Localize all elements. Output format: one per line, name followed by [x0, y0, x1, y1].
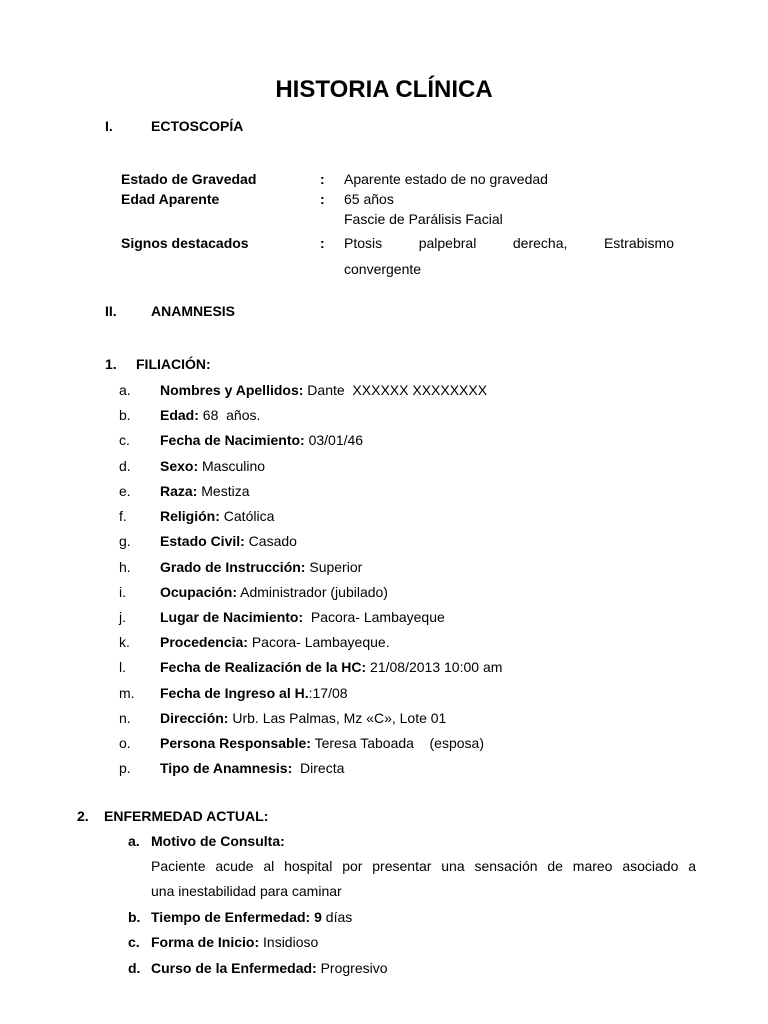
item-label: Ocupación: [160, 584, 238, 600]
list-item [160, 760, 344, 776]
word: hospital [284, 858, 333, 874]
item-value: Masculino [198, 458, 266, 474]
item-value: 03/01/46 [304, 432, 364, 448]
list-letter: f. [119, 508, 127, 524]
ecto-colon: : [320, 235, 325, 251]
item-label: Dirección: [160, 710, 229, 726]
ecto-value-edad: 65 años [344, 191, 394, 207]
motivo-text-cont: una inestabilidad para caminar [151, 883, 342, 899]
item-value: Católica [219, 508, 275, 524]
list-item [160, 659, 502, 675]
list-item [160, 533, 297, 549]
ecto-value-fascie: Fascie de Parálisis Facial [344, 211, 503, 227]
list-letter: o. [119, 735, 131, 751]
section-number: I. [105, 118, 113, 134]
item-value: Dante XXXXXX XXXXXXXX [303, 382, 488, 398]
item-value: Pacora- Lambayeque [303, 609, 445, 625]
list-letter: m. [119, 685, 135, 701]
word: mareo [572, 858, 613, 874]
word: acude [215, 858, 254, 874]
section-title-anamnesis: ANAMNESIS [151, 303, 236, 319]
item-label: Raza: [160, 483, 198, 499]
list-letter: g. [119, 533, 131, 549]
item-label: Estado Civil: [160, 533, 245, 549]
subsection-number: 2. [77, 808, 89, 824]
list-letter: d. [128, 960, 141, 976]
word: Paciente [151, 858, 206, 874]
item-label: Nombres y Apellidos: [160, 382, 304, 398]
list-item [160, 382, 487, 398]
item-value: días [321, 909, 353, 925]
item-label: Fecha de Nacimiento: [160, 432, 305, 448]
word: una [441, 858, 465, 874]
list-letter: b. [128, 909, 141, 925]
list-item [160, 483, 249, 499]
list-item [160, 735, 484, 751]
item-label: Curso de la Enfermedad: [151, 960, 317, 976]
list-letter: p. [119, 760, 131, 776]
item-value: Administrador (jubilado) [237, 584, 388, 600]
list-item [151, 960, 388, 976]
list-item [160, 685, 348, 701]
word: derecha, [512, 235, 568, 251]
ecto-label-edad: Edad Aparente [121, 191, 220, 207]
list-item [160, 432, 363, 448]
word: asociado [622, 858, 679, 874]
ecto-value-gravedad: Aparente estado de no gravedad [344, 171, 548, 187]
item-label: Persona Responsable: [160, 735, 311, 751]
item-label: Forma de Inicio: [151, 934, 260, 950]
list-letter: c. [128, 934, 140, 950]
ecto-value-signos [344, 235, 674, 251]
list-letter: l. [119, 659, 126, 675]
item-value: Teresa Taboada (esposa) [310, 735, 484, 751]
item-label: Religión: [160, 508, 220, 524]
item-label: Procedencia: [160, 634, 248, 650]
item-value: Insidioso [259, 934, 319, 950]
list-letter: h. [119, 559, 131, 575]
motivo-text [151, 858, 696, 874]
item-value: Urb. Las Palmas, Mz «C», Lote 01 [228, 710, 447, 726]
item-value: :17/08 [308, 685, 348, 701]
subsection-title-enfermedad: ENFERMEDAD ACTUAL: [104, 808, 269, 824]
item-label: Sexo: [160, 458, 199, 474]
word: a [688, 858, 696, 874]
list-letter: b. [119, 407, 131, 423]
ecto-label-gravedad: Estado de Gravedad [121, 171, 257, 187]
item-value: 21/08/2013 10:00 am [366, 659, 503, 675]
list-letter: i. [119, 584, 126, 600]
list-letter: n. [119, 710, 131, 726]
item-value: Casado [244, 533, 297, 549]
ecto-value-signos-cont: convergente [344, 261, 422, 277]
word: Ptosis [344, 235, 383, 251]
word: por [342, 858, 363, 874]
list-letter: k. [119, 634, 130, 650]
item-value: Superior [305, 559, 363, 575]
word: Estrabismo [603, 235, 674, 251]
subsection-number: 1. [105, 356, 117, 372]
list-item [151, 909, 352, 925]
list-letter: a. [119, 382, 131, 398]
list-letter: e. [119, 483, 131, 499]
item-value: Directa [292, 760, 345, 776]
item-label: Edad: [160, 407, 199, 423]
list-letter: a. [128, 833, 140, 849]
motivo-label: Motivo de Consulta: [151, 833, 285, 849]
document-title: HISTORIA CLÍNICA [275, 76, 493, 103]
ecto-colon: : [320, 171, 325, 187]
section-number: II. [105, 303, 117, 319]
item-label: Tipo de Anamnesis: [160, 760, 293, 776]
word: de [547, 858, 563, 874]
list-item [160, 407, 260, 423]
item-label: Lugar de Nacimiento: [160, 609, 304, 625]
list-item [160, 559, 362, 575]
list-item [160, 458, 265, 474]
item-value: Progresivo [316, 960, 388, 976]
section-title-ectoscopia: ECTOSCOPÍA [151, 118, 244, 134]
word: presentar [372, 858, 432, 874]
list-item [160, 508, 274, 524]
item-value: Pacora- Lambayeque. [247, 634, 390, 650]
list-item [160, 634, 390, 650]
ecto-label-signos: Signos destacados [121, 235, 249, 251]
item-label: Fecha de Ingreso al H. [160, 685, 309, 701]
item-value: Mestiza [197, 483, 250, 499]
item-value: 68 años. [198, 407, 261, 423]
list-letter: c. [119, 432, 130, 448]
word: palpebral [418, 235, 477, 251]
subsection-title-filiacion: FILIACIÓN: [136, 356, 211, 372]
list-item [151, 934, 318, 950]
word: sensación [474, 858, 538, 874]
list-item [160, 584, 388, 600]
list-letter: j. [119, 609, 126, 625]
list-item [160, 609, 445, 625]
item-label: Tiempo de Enfermedad: [151, 909, 311, 925]
list-letter: d. [119, 458, 131, 474]
item-label: Fecha de Realización de la HC: [160, 659, 367, 675]
item-label: Grado de Instrucción: [160, 559, 306, 575]
word: al [263, 858, 275, 874]
list-item [160, 710, 446, 726]
item-value-bold: 9 [310, 909, 322, 925]
ecto-colon: : [320, 191, 325, 207]
